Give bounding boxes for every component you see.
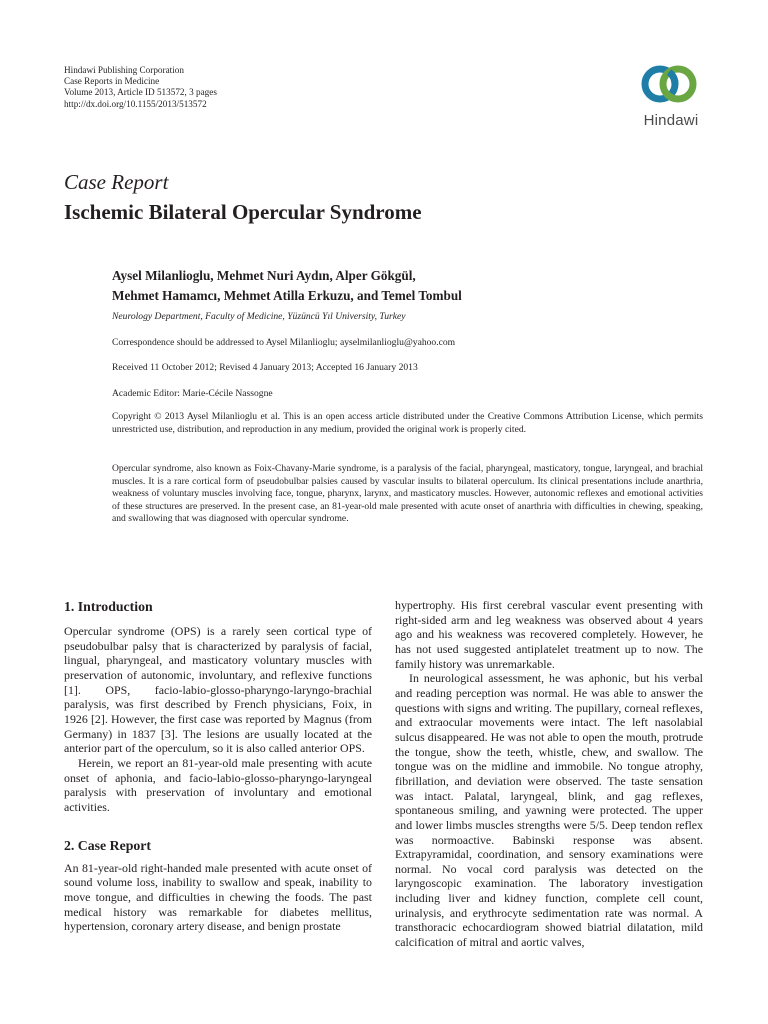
doi-link[interactable]: http://dx.doi.org/10.1155/2013/513572 — [64, 98, 207, 109]
author-line: Mehmet Hamamcı, Mehmet Atilla Erkuzu, and Temel Tombul — [112, 288, 462, 303]
hindawi-rings-icon — [638, 60, 700, 110]
article-type: Case Report — [64, 170, 169, 194]
journal-name: Case Reports in Medicine — [64, 76, 160, 87]
academic-editor: Academic Editor: Marie-Cécile Nassogne — [112, 388, 273, 399]
section-heading-case-report: 2. Case Report — [64, 837, 151, 853]
received-dates: Received 11 October 2012; Revised 4 January 2013; Accepted 16 January 2013 — [112, 362, 418, 373]
abstract: Opercular syndrome, also known as Foix-Chavany-Marie syndrome, is a paralysis of the facial, pharyngeal, masticatory, tongue, laryngeal, and brachial muscles. It is a rare cortical form of pseudobulbar palsies caused by vascular insults to bilateral operculum. Its clinical presentations include anarthria, weakness of voluntary muscles involving face, tongue, pharynx, larynx, and masticatory muscles. However, autonomic reflexes and emotional activities of these structures are preserved. In the present case, an 81-year-old male presented with acute onset of anarthria with difficulties in chewing, speaking, and swallowing that was diagnosed with opercular syndrome. — [112, 463, 703, 525]
body-paragraph: In neurological assessment, he was aphonic, but his verbal and reading perception was normal. He was able to answer the questions with signs and writing. The pupillary, corneal reflexes, and extraocular movements were intact. The left nasolabial sulcus disappeared. He was not able to open the mouth, protrude the tongue, show the teeth, whistle, chew, and swallow. The tongue was on the midline and immobile. No tongue atrophy, fibrillation, and deviation were observed. The taste sensation was intact. Palatal, laryngeal, blink, and gag reflexes, spontaneous smiling, and yawning were protected. The upper and lower limbs muscles strengths were 5/5. Deep tendon reflex was normoactive. Babinski response was absent. Extrapyramidal, coordination, and sensory examinations were normal. No vocal cord paralysis was detected on the laryngoscopic examination. The laboratory investigation including liver and kidney function, complete cell count, urinalysis, and erythrocyte sedimentation rate was normal. A transthoracic echocardiogram showed biatrial dilatation, mild calcification of mitral and aortic valves, — [395, 671, 703, 950]
body-paragraph: An 81-year-old right-handed male presented with acute onset of sound volume loss, inability to swallow and speak, inability to move tongue, and difficulties in chewing the foods. The past medical history was remarkable for diabetes mellitus, hypertension, coronary artery disease, and benign prostate — [64, 860, 372, 934]
volume-line: Volume 2013, Article ID 513572, 3 pages — [64, 87, 217, 98]
right-column — [395, 598, 703, 950]
publisher-name: Hindawi Publishing Corporation — [64, 65, 184, 75]
body-paragraph: Herein, we report an 81-year-old male presenting with acute onset of aphonia, and facio-labio-glosso-pharyngo-laryngeal paralysis with preservation of involuntary and emotional activities. — [64, 755, 372, 814]
copyright-notice: Copyright © 2013 Aysel Milanlioglu et al. This is an open access article distributed under the Creative Commons Attribution License, which permits unrestricted use, distribution, and reproduction in any medium, provided the original work is properly cited. — [112, 411, 703, 435]
author-list — [112, 266, 462, 306]
author-line: Aysel Milanlioglu, Mehmet Nuri Aydın, Alper Gökgül, — [112, 268, 416, 283]
hindawi-wordmark: Hindawi — [643, 112, 699, 129]
article-title: Ischemic Bilateral Opercular Syndrome — [64, 200, 422, 224]
section-heading-introduction: 1. Introduction — [64, 599, 153, 614]
body-paragraph: Opercular syndrome (OPS) is a rarely seen cortical type of pseudobulbar palsy that is characterized by paralysis of facial, lingual, pharyngeal, and masticatory voluntary muscles with preservation of autonomic, involuntary, and reflexive functions [1]. OPS, facio-labio-glosso-pharyngo-laryngo-brachial paralysis, was first described by French physicians, Foix, in 1926 [2]. However, the first case was reported by Magnus (from Germany) in 1837 [3]. The lesions are usually located at the anterior part of the operculum, so it is also called anterior OPS. — [64, 624, 372, 756]
hindawi-logo — [628, 60, 710, 136]
left-column — [64, 598, 372, 934]
body-paragraph: hypertrophy. His first cerebral vascular event presenting with right-sided arm and leg weakness was observed about 4 years ago and his weakness was recovered completely. However, he has not used suggested antiplatelet treatment up to now. The family history was unremarkable. — [395, 598, 703, 671]
affiliation: Neurology Department, Faculty of Medicine, Yüzüncü Yıl University, Turkey — [112, 311, 406, 322]
correspondence: Correspondence should be addressed to Aysel Milanlioglu; ayselmilanlioglu@yahoo.com — [112, 337, 456, 348]
journal-info — [64, 65, 217, 110]
